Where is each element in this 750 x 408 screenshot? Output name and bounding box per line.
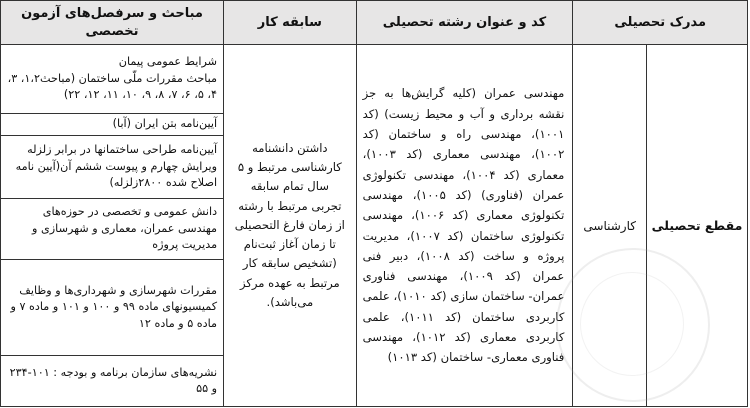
topic-item: شرایط عمومی پیمان مباحث مقررات ملّی ساختمان (مباحث۱،۲، ۳، ۴، ۵، ۶، ۷، ۸، ۹، ۱۰، ۱۱، ۱۲، ۲۲) [1, 45, 224, 114]
header-row [1, 1, 748, 45]
table-row [1, 45, 748, 114]
topic-item: آیین‌نامه طراحی ساختمانها در برابر زلزله ویرایش چهارم و پیوست ششم آن(آیین نامه اصلاح شده ۲۸۰۰زلزله) [1, 136, 224, 199]
topic-item: دانش عمومی و تخصصی در حوزه‌های مهندسی عمران، معماری و شهرسازی و مدیریت پروژه [1, 199, 224, 260]
topic-item: نشریه‌های سازمان برنامه و بودجه : ۱۰۱-۲۳۴ و ۵۵ [1, 356, 224, 407]
header-field: کد و عنوان رشته تحصیلی [356, 1, 573, 45]
topic-item: مقررات شهرسازی و شهرداری‌ها و وظایف کمیسیونهای ماده ۹۹ و ۱۰۰ و ۱۰۱ و ماده ۷ و ماده ۵ و ماده ۱۲ [1, 260, 224, 356]
header-degree: مدرک تحصیلی [573, 1, 748, 45]
experience-cell: داشتن دانشنامه کارشناسی مرتبط و ۵ سال تمام سابقه تجربی مرتبط با رشته از زمان فارغ التحصیلی تا زمان آغاز ثبت‌نام (تشخیص سابقه کار مرتبط به عهده مرکز می‌باشد). [224, 45, 357, 407]
level-cell: کارشناسی [573, 45, 647, 407]
header-topics: مباحث و سرفصل‌های آزمون تخصصی [1, 1, 224, 45]
degree-cell: مقطع تحصیلی [647, 45, 748, 407]
header-experience: سابقه کار [224, 1, 357, 45]
topic-item: آیین‌نامه بتن ایران (آبا) [1, 114, 224, 136]
fields-cell: مهندسی عمران (کلیه گرایش‌ها به جز نقشه برداری و آب و محیط زیست) (کد ۱۰۰۱)، مهندسی راه و ساختمان (کد ۱۰۰۲)، مهندسی معماری (کد ۱۰۰۳)، معماری (کد ۱۰۰۴)، مهندسی تکنولوژی عمران (فناوری) (کد ۱۰۰۵)، مهندسی تکنولوژی معماری (کد ۱۰۰۶)، مهندسی تکنولوژی ساختمان (کد ۱۰۰۷)، مدیریت پروژه و ساخت (کد ۱۰۰۸)، دبیر فنی عمران (کد ۱۰۰۹)، مهندسی فناوری عمران- ساختمان سازی (کد ۱۰۱۰)، علمی کاربردی ساختمان (کد ۱۰۱۱)، علمی کاربردی معماری (کد ۱۰۱۲)، مهندسی فناوری معماری- ساختمان (کد ۱۰۱۳) [356, 45, 573, 407]
